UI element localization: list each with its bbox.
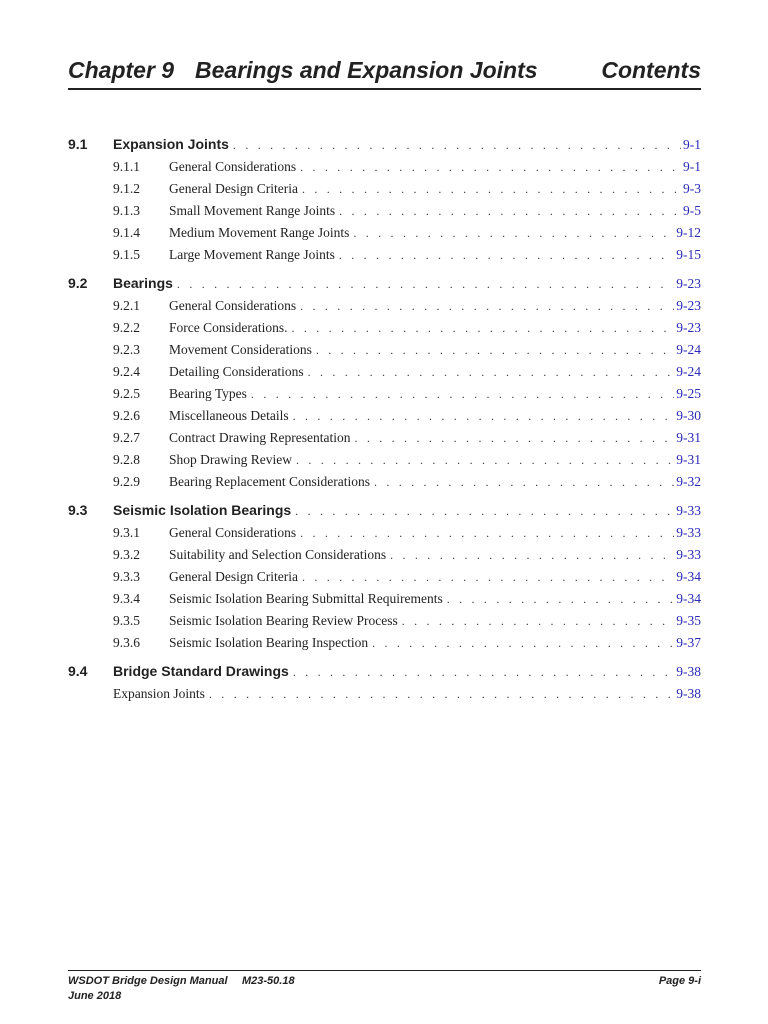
subsection-number: 9.2.5 [113, 386, 140, 401]
toc-subsection-entry[interactable] [68, 405, 701, 427]
contents-heading: Contents [601, 57, 701, 83]
toc-subsection-entry[interactable] [68, 295, 701, 317]
section-number: 9.1 [68, 136, 88, 152]
section-page-link[interactable]: 9-23 [676, 276, 701, 291]
dot-leader [302, 178, 681, 200]
footer-manual-number: M23-50.18 [242, 975, 295, 987]
subsection-title: Force Considerations. [169, 320, 288, 335]
subsection-page-link[interactable]: 9-37 [676, 635, 701, 650]
subsection-number: 9.2.9 [113, 474, 140, 489]
subsection-title: Bearing Types [169, 386, 247, 401]
dot-leader [339, 200, 681, 222]
subsection-number: 9.2.2 [113, 320, 140, 335]
section-number: 9.2 [68, 275, 88, 291]
dot-leader [177, 273, 674, 295]
dot-leader [300, 295, 674, 317]
section-title: Seismic Isolation Bearings [113, 502, 292, 518]
subsection-title: Suitability and Selection Considerations [169, 547, 387, 562]
toc-subsection-entry[interactable] [68, 178, 701, 200]
subsection-title: Bearing Replacement Considerations [169, 474, 370, 489]
subsection-title: Miscellaneous Details [169, 408, 289, 423]
subsection-title: General Considerations [169, 525, 297, 540]
toc-section [68, 499, 701, 654]
toc-subsection-entry[interactable] [68, 683, 701, 705]
chapter-title: Bearings and Expansion Joints [195, 57, 538, 83]
toc-subsection-entry[interactable] [68, 339, 701, 361]
subsection-page-link[interactable]: 9-38 [676, 686, 701, 701]
subsection-title: General Considerations [169, 159, 297, 174]
subsection-page-link[interactable]: 9-3 [683, 181, 701, 196]
section-number: 9.3 [68, 502, 88, 518]
toc-section-entry[interactable] [68, 499, 701, 522]
toc-section-entry[interactable] [68, 133, 701, 156]
toc-subsection-entry[interactable] [68, 383, 701, 405]
section-title: Expansion Joints [113, 136, 229, 152]
toc-section [68, 272, 701, 493]
section-page-link[interactable]: 9-33 [676, 503, 701, 518]
subsection-page-link[interactable]: 9-23 [676, 320, 701, 335]
footer-page-number: Page 9-i [658, 975, 701, 987]
toc-subsection-entry[interactable] [68, 156, 701, 178]
toc-section [68, 660, 701, 705]
dot-leader [293, 405, 675, 427]
toc-subsection-entry[interactable] [68, 522, 701, 544]
subsection-title: Detailing Considerations [169, 364, 304, 379]
subsection-page-link[interactable]: 9-33 [676, 547, 701, 562]
subsection-page-link[interactable]: 9-35 [676, 613, 701, 628]
subsection-number: 9.3.5 [113, 613, 140, 628]
dot-leader [308, 361, 675, 383]
dot-leader [302, 566, 674, 588]
subsection-title: Movement Considerations [169, 342, 312, 357]
toc-subsection-entry[interactable] [68, 544, 701, 566]
subsection-title: Seismic Isolation Bearing Inspection [169, 635, 369, 650]
chapter-number: Chapter 9 [68, 57, 175, 83]
subsection-number: 9.2.6 [113, 408, 140, 423]
subsection-number: 9.3.3 [113, 569, 140, 584]
toc-section-entry[interactable] [68, 660, 701, 683]
subsection-title: General Design Criteria [169, 569, 298, 584]
subsection-number: 9.1.4 [113, 225, 140, 240]
toc-section-entry[interactable] [68, 272, 701, 295]
subsection-title: Small Movement Range Joints [169, 203, 336, 218]
subsection-title: Expansion Joints [113, 686, 205, 701]
subsection-page-link[interactable]: 9-24 [676, 342, 701, 357]
subsection-number: 9.3.4 [113, 591, 140, 606]
dot-leader [372, 632, 674, 654]
dot-leader [291, 317, 674, 339]
section-title: Bearings [113, 275, 173, 291]
dot-leader [374, 471, 674, 493]
dot-leader [447, 588, 675, 610]
toc-subsection-entry[interactable] [68, 222, 701, 244]
subsection-number: 9.3.2 [113, 547, 140, 562]
subsection-number: 9.2.3 [113, 342, 140, 357]
footer-manual-title: WSDOT Bridge Design Manual [68, 975, 228, 987]
dot-leader [300, 156, 681, 178]
dot-leader [296, 449, 674, 471]
subsection-page-link[interactable]: 9-23 [676, 298, 701, 313]
toc-subsection-entry[interactable] [68, 317, 701, 339]
subsection-page-link[interactable]: 9-15 [676, 247, 701, 262]
dot-leader [339, 244, 674, 266]
footer-divider [68, 970, 701, 971]
toc-subsection-entry[interactable] [68, 471, 701, 493]
table-of-contents [68, 133, 701, 711]
dot-leader [295, 500, 674, 522]
dot-leader [251, 383, 674, 405]
subsection-number: 9.2.4 [113, 364, 140, 379]
dot-leader [293, 661, 674, 683]
dot-leader [316, 339, 674, 361]
subsection-page-link[interactable]: 9-31 [676, 430, 701, 445]
subsection-number: 9.1.3 [113, 203, 140, 218]
subsection-title: General Considerations [169, 298, 297, 313]
dot-leader [209, 683, 674, 705]
footer-date: June 2018 [68, 990, 122, 1002]
dot-leader [402, 610, 675, 632]
subsection-number: 9.1.2 [113, 181, 140, 196]
subsection-page-link[interactable]: 9-30 [676, 408, 701, 423]
subsection-page-link[interactable]: 9-12 [676, 225, 701, 240]
subsection-number: 9.3.1 [113, 525, 140, 540]
subsection-page-link[interactable]: 9-34 [676, 569, 701, 584]
subsection-number: 9.2.1 [113, 298, 140, 313]
dot-leader [300, 522, 674, 544]
subsection-number: 9.1.5 [113, 247, 140, 262]
subsection-number: 9.2.8 [113, 452, 140, 467]
subsection-title: General Design Criteria [169, 181, 298, 196]
toc-subsection-entry[interactable] [68, 200, 701, 222]
toc-subsection-entry[interactable] [68, 427, 701, 449]
toc-subsection-entry[interactable] [68, 244, 701, 266]
toc-subsection-entry[interactable] [68, 566, 701, 588]
subsection-title: Medium Movement Range Joints [169, 225, 350, 240]
subsection-page-link[interactable]: 9-5 [683, 203, 701, 218]
subsection-page-link[interactable]: 9-31 [676, 452, 701, 467]
section-title: Bridge Standard Drawings [113, 663, 289, 679]
toc-subsection-entry[interactable] [68, 449, 701, 471]
toc-subsection-entry[interactable] [68, 588, 701, 610]
subsection-page-link[interactable]: 9-1 [683, 159, 701, 174]
section-page-link[interactable]: 9-38 [676, 664, 701, 679]
subsection-page-link[interactable]: 9-34 [676, 591, 701, 606]
subsection-number: 9.2.7 [113, 430, 140, 445]
subsection-number: 9.1.1 [113, 159, 140, 174]
toc-subsection-entry[interactable] [68, 610, 701, 632]
toc-subsection-entry[interactable] [68, 361, 701, 383]
subsection-title: Seismic Isolation Bearing Submittal Requirements [169, 591, 443, 606]
dot-leader [353, 222, 674, 244]
subsection-title: Seismic Isolation Bearing Review Process [169, 613, 398, 628]
dot-leader [233, 134, 681, 156]
toc-section [68, 133, 701, 266]
subsection-title: Contract Drawing Representation [169, 430, 351, 445]
section-page-link[interactable]: 9-1 [683, 137, 701, 152]
dot-leader [390, 544, 674, 566]
toc-subsection-entry[interactable] [68, 632, 701, 654]
subsection-page-link[interactable]: 9-24 [676, 364, 701, 379]
subsection-title: Shop Drawing Review [169, 452, 292, 467]
dot-leader [354, 427, 674, 449]
subsection-title: Large Movement Range Joints [169, 247, 335, 262]
subsection-page-link[interactable]: 9-25 [676, 386, 701, 401]
subsection-page-link[interactable]: 9-33 [676, 525, 701, 540]
subsection-number: 9.3.6 [113, 635, 140, 650]
section-number: 9.4 [68, 663, 88, 679]
chapter-header [68, 54, 701, 90]
subsection-page-link[interactable]: 9-32 [676, 474, 701, 489]
